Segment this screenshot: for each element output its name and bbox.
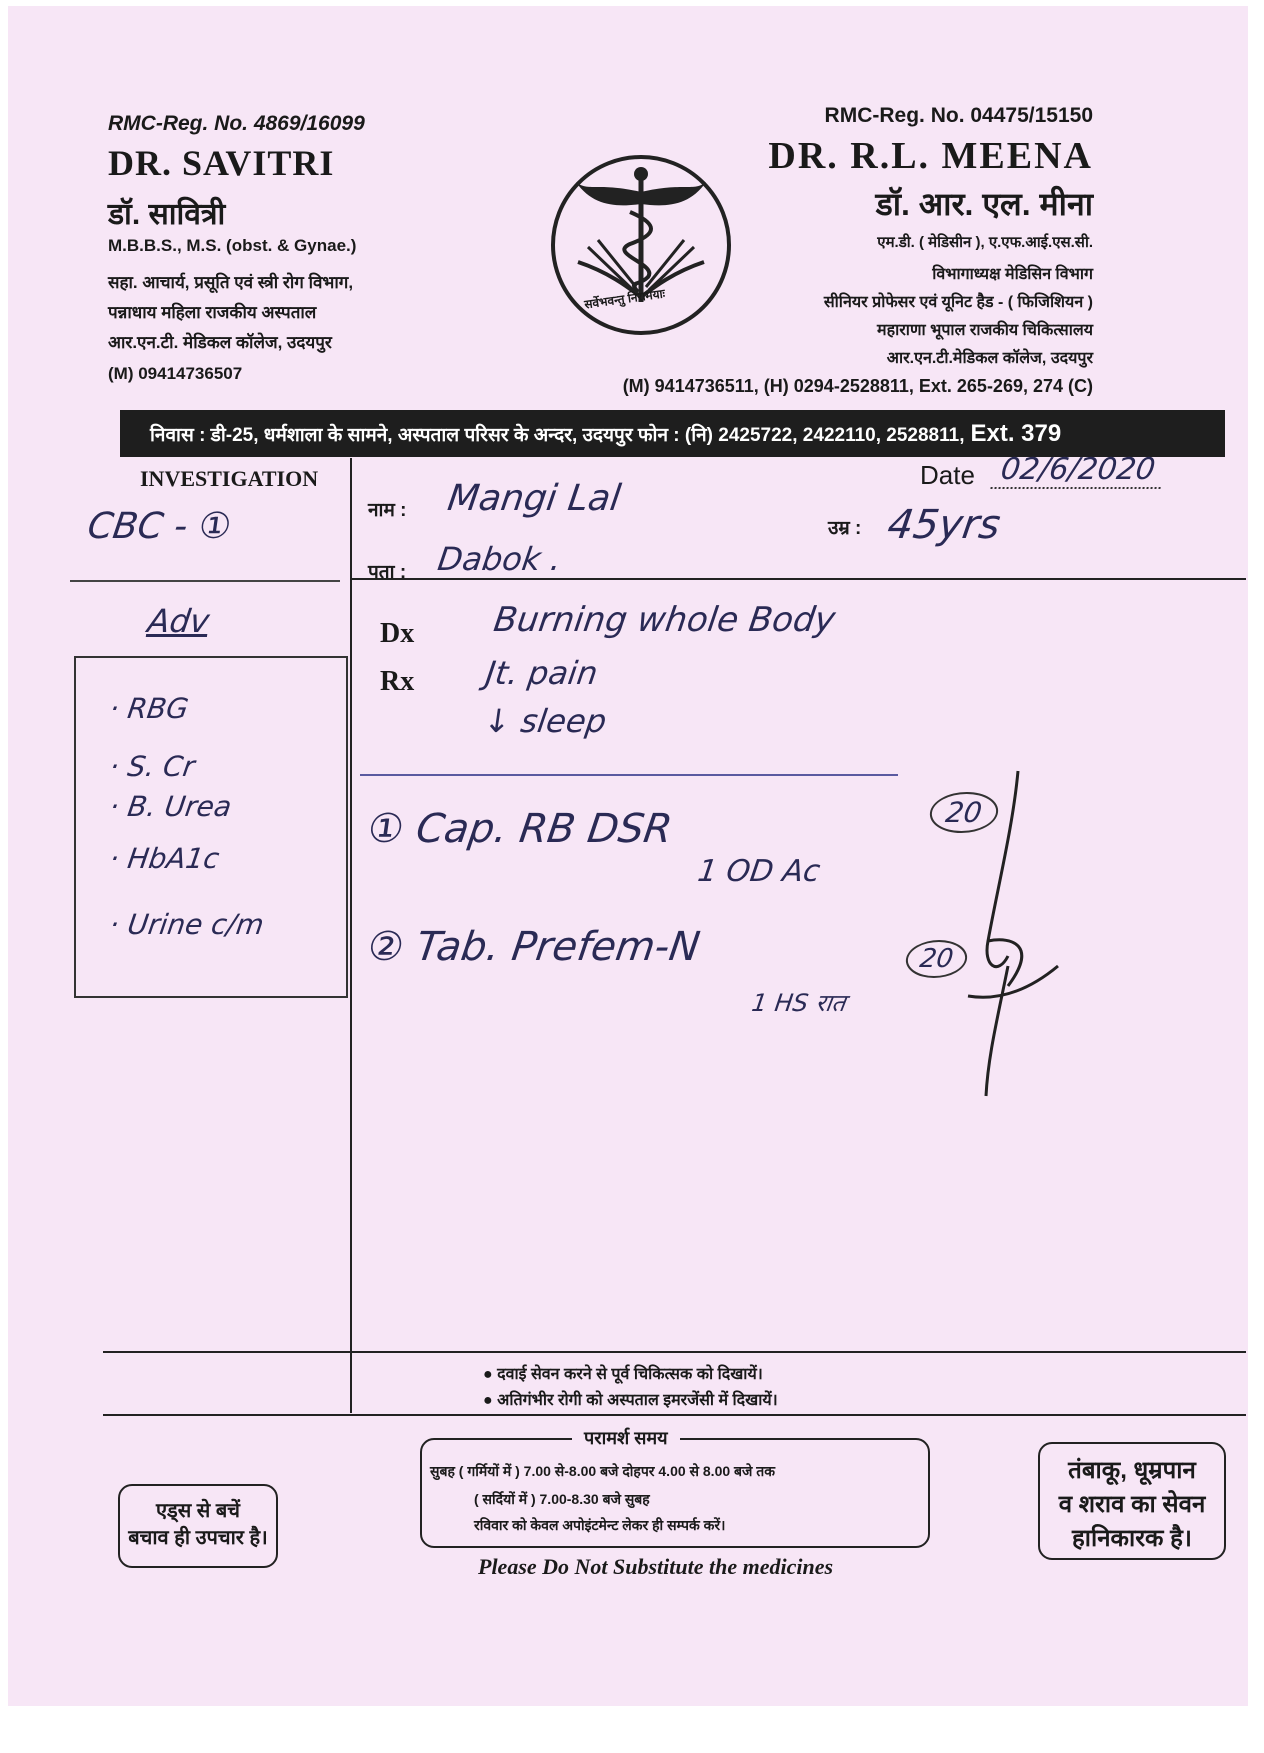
rx-item-1-qty: 20 [927,792,1000,833]
date-label: Date [920,460,975,490]
address-value: Dabok . [435,540,564,578]
right-doctor-line1: विभागाध्यक्ष मेडिसिन विभाग [932,266,1093,283]
address-text: निवास : डी-25, धर्मशाला के सामने, अस्पताल परिसर के अन्दर, उदयपुर फोन : (नि) 2425722, 2422110, 2528811, [150,424,965,446]
left-doctor-line1: सहा. आचार्य, प्रसूति एवं स्त्री रोग विभाग, [108,273,354,292]
test-item: · S. Cr [107,750,197,783]
consult-line: रविवार को केवल अपोइंटमेन्ट लेकर ही सम्पर्क करें। [474,1517,726,1533]
complaint-line: Burning whole Body [491,600,838,640]
tobacco-box [1038,1442,1226,1560]
name-label: नाम : [368,500,407,521]
note-line: ● दवाई सेवन करने से पूर्व चिकित्सक को दिखायें। [483,1366,763,1383]
address-ext: Ext. 379 [970,419,1062,447]
address-label: पता : [368,562,407,583]
consult-line: ( सर्दियों में ) 7.00-8.30 बजे सुबह [474,1491,650,1507]
rx-item-2-dose: 1 HS रात [749,989,848,1017]
test-item: · RBG [107,692,191,725]
rx-item-1-dose: 1 OD Ac [695,854,823,889]
right-doctor-line3: महाराणा भूपाल राजकीय चिकित्सालय [877,322,1093,339]
right-doctor-name-hindi: डॉ. आर. एल. मीना [875,186,1093,222]
right-doctor-reg: RMC-Reg. No. 04475/15150 [824,104,1093,127]
right-doctor-phones: (M) 9414736511, (H) 0294-2528811, Ext. 265-269, 274 (C) [622,376,1093,396]
consult-title: परामर्श समय [572,1426,680,1450]
right-doctor-line4: आर.एन.टी.मेडिकल कॉलेज, उदयपुर [886,350,1093,367]
aids-line: बचाव ही उपचार है। [128,1527,268,1549]
left-doctor-name: DR. SAVITRI [108,143,335,183]
note-line: ● अतिगंभीर रोगी को अस्पताल इमरजेंसी में दिखायें। [483,1392,778,1409]
column-divider [350,458,352,1413]
age-label: उम्र : [828,518,862,539]
consult-box [420,1428,930,1548]
complaint-line: ↓ sleep [481,702,609,740]
right-doctor-line2: सीनियर प्रोफेसर एवं यूनिट हैड - ( फिजिशियन ) [823,294,1093,311]
left-doctor-degree: M.B.B.S., M.S. (obst. & Gynae.) [108,236,357,255]
right-doctor-name: DR. R.L. MEENA [768,135,1093,177]
date-value: 02/6/2020 [990,452,1165,489]
adv-label: Adv [145,602,212,640]
investigation-underline [70,580,340,582]
aids-box [118,1484,278,1568]
left-doctor-mobile: (M) 09414736507 [108,364,243,383]
logo-motto: सर्वेभवन्तु निरामयाः [583,286,666,312]
signature [958,766,1078,1106]
footer-divider-bottom [103,1414,1246,1416]
test-item: · B. Urea [107,790,234,823]
rx-item-2: ② Tab. Prefem-N [364,924,703,970]
rx-item-2-qty: 20 [903,940,969,978]
aids-line: एड्स से बचें [155,1500,241,1522]
age-value: 45yrs [884,502,1004,548]
name-value: Mangi Lal [445,478,624,519]
test-item: · HbA1c [107,842,222,875]
investigation-label: INVESTIGATION [140,466,319,491]
address-bar [120,410,1225,457]
tobacco-line: तंबाकू, धूम्रपान [1068,1457,1196,1484]
test-item: · Urine c/m [107,908,266,941]
tobacco-line: हानिकारक है। [1072,1525,1192,1552]
footer-divider-top [103,1351,1246,1353]
left-doctor-line3: आर.एन.टी. मेडिकल कॉलेज, उदयपुर [108,333,332,352]
left-doctor-name-hindi: डॉ. सावित्री [108,198,226,231]
complaint-line: Jt. pain [483,654,601,692]
right-doctor-degree: एम.डी. ( मेडिसीन ), ए.एफ.आई.एस.सी. [877,234,1093,251]
footer-note: Please Do Not Substitute the medicines [478,1554,834,1579]
rx-item-1: ① Cap. RB DSR [364,806,676,852]
investigation-cbc: CBC - ① [85,506,235,547]
prescription-sheet [8,6,1248,1706]
consult-line: सुबह ( गर्मियों में ) 7.00 से-8.00 बजे दोहपर 4.00 से 8.00 बजे तक [430,1463,776,1479]
caduceus-logo [548,152,734,338]
left-doctor-line2: पन्नाधाय महिला राजकीय अस्पताल [108,303,317,322]
header-divider [350,578,1246,580]
complaint-underline [360,774,898,776]
rx-label: Rx [380,666,415,697]
left-doctor-reg: RMC-Reg. No. 4869/16099 [108,112,365,135]
dx-label: Dx [380,618,415,649]
tobacco-line: व शराव का सेवन [1058,1491,1206,1518]
